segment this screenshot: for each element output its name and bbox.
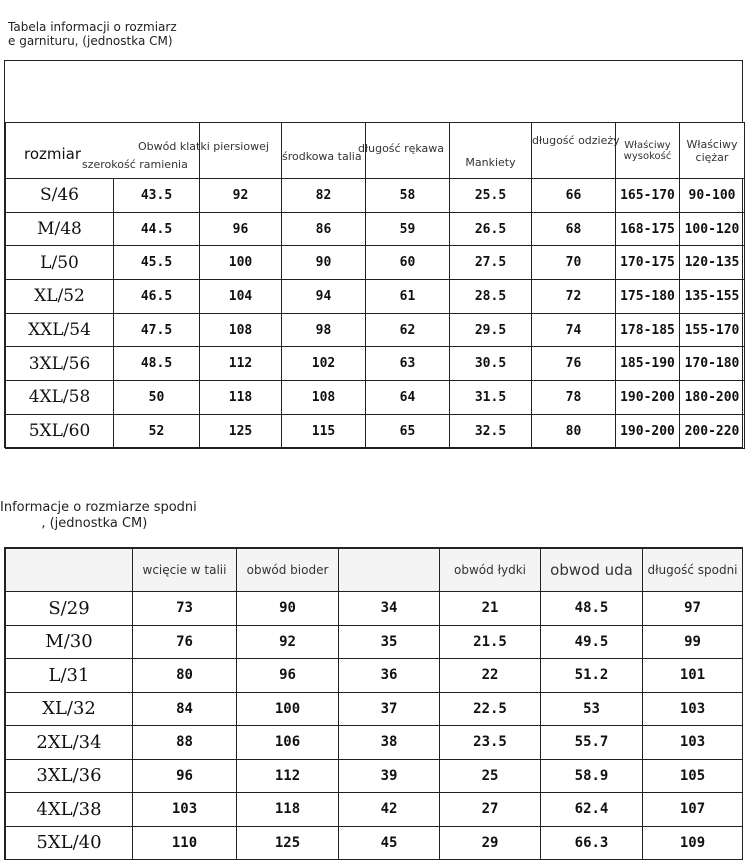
pants-size-label: 2XL/34 <box>6 726 133 760</box>
pants-cell: 103 <box>643 692 743 726</box>
header-length: długość odzieży <box>532 134 620 147</box>
pants-cell: 88 <box>133 726 237 760</box>
pants-cell: 112 <box>237 759 339 793</box>
jacket-cell: 45.5 <box>114 246 200 280</box>
jacket-cell: 66 <box>532 179 616 213</box>
jacket-table-row <box>6 381 745 415</box>
jacket-cell: 78 <box>532 381 616 415</box>
header-size-shoulder <box>6 123 269 179</box>
pants-header-cell: obwod uda <box>541 549 643 592</box>
pants-cell: 97 <box>643 592 743 626</box>
jacket-cell: 170-180 <box>680 347 745 381</box>
jacket-header-row <box>6 123 745 179</box>
jacket-cell: 28.5 <box>450 280 532 314</box>
pants-header-cell: obwód łydki <box>440 549 541 592</box>
jacket-cell: 100 <box>200 246 282 280</box>
jacket-cell: 178-185 <box>616 313 680 347</box>
pants-size-label: XL/32 <box>6 692 133 726</box>
jacket-size-label: XL/52 <box>6 280 114 314</box>
jacket-cell: 100-120 <box>680 212 745 246</box>
jacket-cell: 44.5 <box>114 212 200 246</box>
pants-size-panel <box>4 547 743 860</box>
header-waist-cell <box>282 123 366 179</box>
jacket-cell: 68 <box>532 212 616 246</box>
jacket-size-table <box>5 122 745 449</box>
pants-cell: 27 <box>440 793 541 827</box>
pants-table-row <box>6 692 743 726</box>
pants-cell: 109 <box>643 826 743 860</box>
jacket-cell: 32.5 <box>450 414 532 448</box>
jacket-table-row <box>6 280 745 314</box>
pants-cell: 80 <box>133 659 237 693</box>
pants-cell: 66.3 <box>541 826 643 860</box>
jacket-cell: 102 <box>282 347 366 381</box>
jacket-cell: 63 <box>366 347 450 381</box>
header-sleeve: długość rękawa <box>358 142 445 155</box>
pants-header-cell: obwód bioder <box>237 549 339 592</box>
jacket-cell: 96 <box>200 212 282 246</box>
pants-cell: 84 <box>133 692 237 726</box>
pants-cell: 21.5 <box>440 625 541 659</box>
pants-header-cell: długość spodni <box>643 549 743 592</box>
pants-cell: 48.5 <box>541 592 643 626</box>
jacket-table-row <box>6 313 745 347</box>
jacket-cell: 170-175 <box>616 246 680 280</box>
jacket-cell: 70 <box>532 246 616 280</box>
header-height-cell <box>616 123 680 179</box>
jacket-cell: 76 <box>532 347 616 381</box>
pants-cell: 73 <box>133 592 237 626</box>
pants-cell: 118 <box>237 793 339 827</box>
pants-cell: 45 <box>339 826 440 860</box>
pants-cell: 96 <box>237 659 339 693</box>
header-length-cell <box>532 123 620 179</box>
jacket-cell: 86 <box>282 212 366 246</box>
pants-cell: 62.4 <box>541 793 643 827</box>
header-weight-cell <box>680 123 745 179</box>
pants-cell: 29 <box>440 826 541 860</box>
jacket-cell: 90 <box>282 246 366 280</box>
jacket-cell: 108 <box>282 381 366 415</box>
jacket-size-label: 4XL/58 <box>6 381 114 415</box>
pants-cell: 107 <box>643 793 743 827</box>
jacket-cell: 52 <box>114 414 200 448</box>
pants-cell: 58.9 <box>541 759 643 793</box>
jacket-size-label: XXL/54 <box>6 313 114 347</box>
pants-cell: 53 <box>541 692 643 726</box>
jacket-cell: 125 <box>200 414 282 448</box>
pants-cell: 105 <box>643 759 743 793</box>
jacket-cell: 90-100 <box>680 179 745 213</box>
jacket-cell: 48.5 <box>114 347 200 381</box>
jacket-cell: 61 <box>366 280 450 314</box>
pants-cell: 96 <box>133 759 237 793</box>
pants-header-row <box>6 549 743 592</box>
jacket-cell: 120-135 <box>680 246 745 280</box>
header-rozmiar: rozmiar <box>24 145 82 163</box>
jacket-cell: 62 <box>366 313 450 347</box>
pants-table-row <box>6 793 743 827</box>
jacket-cell: 80 <box>532 414 616 448</box>
pants-size-table <box>5 548 743 860</box>
pants-cell: 36 <box>339 659 440 693</box>
jacket-cell: 155-170 <box>680 313 745 347</box>
pants-cell: 55.7 <box>541 726 643 760</box>
jacket-cell: 175-180 <box>616 280 680 314</box>
jacket-cell: 98 <box>282 313 366 347</box>
jacket-cell: 31.5 <box>450 381 532 415</box>
pants-cell: 101 <box>643 659 743 693</box>
jacket-cell: 30.5 <box>450 347 532 381</box>
jacket-cell: 27.5 <box>450 246 532 280</box>
pants-header-cell <box>6 549 133 592</box>
jacket-cell: 58 <box>366 179 450 213</box>
pants-table-row <box>6 759 743 793</box>
pants-cell: 22.5 <box>440 692 541 726</box>
pants-size-label: M/30 <box>6 625 133 659</box>
jacket-cell: 118 <box>200 381 282 415</box>
jacket-size-label: 3XL/56 <box>6 347 114 381</box>
pants-table-row <box>6 726 743 760</box>
jacket-cell: 190-200 <box>616 381 680 415</box>
pants-cell: 21 <box>440 592 541 626</box>
jacket-cell: 185-190 <box>616 347 680 381</box>
pants-cell: 100 <box>237 692 339 726</box>
header-waist: środkowa talia <box>282 150 362 163</box>
jacket-cell: 74 <box>532 313 616 347</box>
jacket-cell: 72 <box>532 280 616 314</box>
jacket-table-row <box>6 246 745 280</box>
pants-cell: 37 <box>339 692 440 726</box>
jacket-size-label: L/50 <box>6 246 114 280</box>
pants-header-cell: wcięcie w talii <box>133 549 237 592</box>
header-shoulder: szerokość ramienia <box>82 158 188 171</box>
pants-table-caption: Informacje o rozmiarze spodni , (jednostka CM) <box>0 500 197 531</box>
pants-cell: 103 <box>643 726 743 760</box>
jacket-cell: 50 <box>114 381 200 415</box>
jacket-cell: 82 <box>282 179 366 213</box>
pants-cell: 90 <box>237 592 339 626</box>
jacket-size-panel <box>4 60 743 448</box>
pants-cell: 34 <box>339 592 440 626</box>
pants-cell: 42 <box>339 793 440 827</box>
jacket-cell: 43.5 <box>114 179 200 213</box>
pants-cell: 39 <box>339 759 440 793</box>
pants-cell: 106 <box>237 726 339 760</box>
header-weight: Właściwy ciężar <box>686 137 738 164</box>
header-cuff: Mankiety <box>465 156 516 169</box>
header-sleeve-cell <box>358 123 450 179</box>
jacket-cell: 180-200 <box>680 381 745 415</box>
jacket-table-row <box>6 212 745 246</box>
pants-cell: 25 <box>440 759 541 793</box>
jacket-table-caption: Tabela informacji o rozmiarz e garnituru, (jednostka CM) <box>8 20 177 48</box>
pants-cell: 35 <box>339 625 440 659</box>
pants-cell: 22 <box>440 659 541 693</box>
jacket-cell: 92 <box>200 179 282 213</box>
jacket-table-row <box>6 414 745 448</box>
pants-size-label: 3XL/36 <box>6 759 133 793</box>
pants-cell: 103 <box>133 793 237 827</box>
pants-size-label: 4XL/38 <box>6 793 133 827</box>
pants-cell: 76 <box>133 625 237 659</box>
jacket-cell: 26.5 <box>450 212 532 246</box>
jacket-table-row <box>6 347 745 381</box>
pants-table-row <box>6 592 743 626</box>
jacket-cell: 115 <box>282 414 366 448</box>
jacket-cell: 25.5 <box>450 179 532 213</box>
pants-size-label: 5XL/40 <box>6 826 133 860</box>
pants-table-row <box>6 659 743 693</box>
jacket-cell: 168-175 <box>616 212 680 246</box>
header-cuff-cell <box>450 123 532 179</box>
jacket-cell: 46.5 <box>114 280 200 314</box>
pants-cell: 125 <box>237 826 339 860</box>
jacket-cell: 29.5 <box>450 313 532 347</box>
pants-cell: 38 <box>339 726 440 760</box>
header-chest: Obwód klatki piersiowej <box>138 140 269 153</box>
jacket-cell: 64 <box>366 381 450 415</box>
jacket-table-row <box>6 179 745 213</box>
pants-cell: 99 <box>643 625 743 659</box>
pants-cell: 51.2 <box>541 659 643 693</box>
jacket-cell: 108 <box>200 313 282 347</box>
jacket-cell: 47.5 <box>114 313 200 347</box>
jacket-cell: 165-170 <box>616 179 680 213</box>
header-height: Właściwy wysokość <box>623 139 672 162</box>
jacket-cell: 190-200 <box>616 414 680 448</box>
jacket-cell: 135-155 <box>680 280 745 314</box>
jacket-cell: 65 <box>366 414 450 448</box>
pants-cell: 110 <box>133 826 237 860</box>
pants-table-row <box>6 826 743 860</box>
jacket-cell: 104 <box>200 280 282 314</box>
pants-table-row <box>6 625 743 659</box>
pants-header-cell <box>339 549 440 592</box>
pants-cell: 92 <box>237 625 339 659</box>
jacket-size-label: 5XL/60 <box>6 414 114 448</box>
jacket-cell: 112 <box>200 347 282 381</box>
jacket-cell: 94 <box>282 280 366 314</box>
pants-size-label: S/29 <box>6 592 133 626</box>
jacket-cell: 59 <box>366 212 450 246</box>
pants-cell: 49.5 <box>541 625 643 659</box>
jacket-size-label: S/46 <box>6 179 114 213</box>
jacket-size-label: M/48 <box>6 212 114 246</box>
jacket-cell: 60 <box>366 246 450 280</box>
jacket-cell: 200-220 <box>680 414 745 448</box>
pants-cell: 23.5 <box>440 726 541 760</box>
pants-size-label: L/31 <box>6 659 133 693</box>
